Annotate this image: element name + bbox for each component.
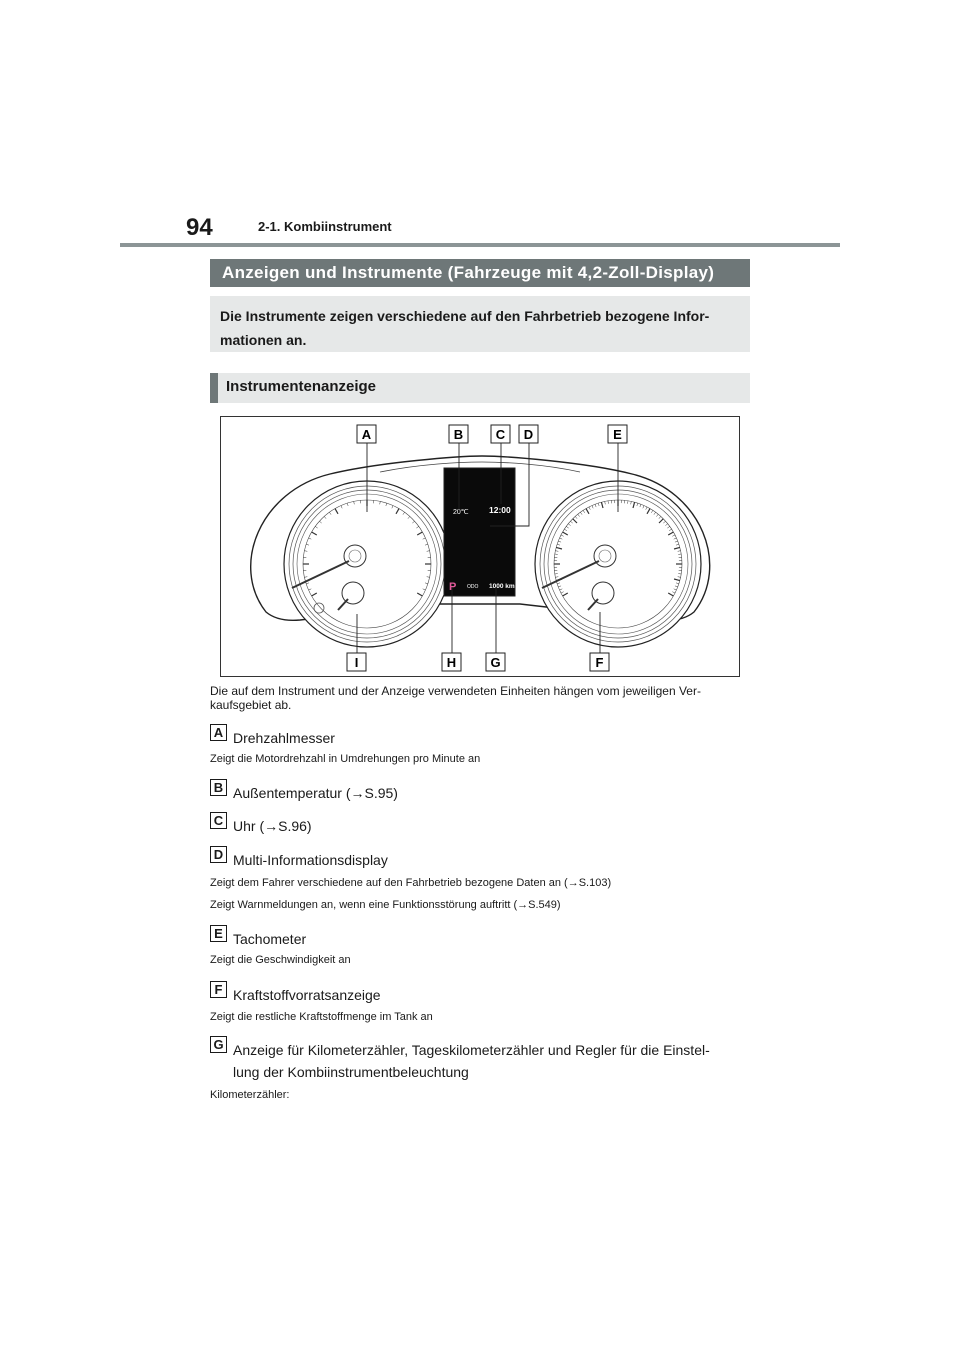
legend-title: Uhr (→S.96) — [233, 818, 312, 834]
legend-title: Anzeige für Kilometerzähler, Tageskilometerzähler und Regler für die Einstel- — [233, 1042, 710, 1058]
section-title: 2-1. Kombiinstrument — [258, 219, 392, 234]
legend-badge: D — [210, 846, 227, 863]
page-number: 94 — [186, 214, 213, 241]
header-divider — [120, 243, 840, 247]
legend-title: Drehzahlmesser — [233, 730, 335, 746]
legend-badge: A — [210, 724, 227, 741]
svg-text:G: G — [490, 655, 501, 670]
display-odo-value: 1000 km — [489, 583, 515, 590]
svg-text:E: E — [613, 427, 622, 442]
legend-badge: E — [210, 925, 227, 942]
intro-line-2: mationen an. — [220, 332, 307, 348]
legend-title: Kraftstoffvorratsanzeige — [233, 987, 381, 1003]
svg-text:D: D — [523, 427, 534, 442]
intro-line-1: Die Instrumente zeigen verschiedene auf den Fahrbetrieb bezogene Infor- — [220, 308, 710, 324]
svg-text:I: I — [354, 655, 359, 670]
display-odo-label: ODO — [467, 584, 479, 590]
legend-title: Tachometer — [233, 931, 307, 947]
callout-b — [449, 425, 468, 443]
callout-a — [357, 425, 376, 443]
svg-text:H: H — [446, 655, 457, 670]
note-line-1: Die auf dem Instrument und der Anzeige verwendeten Einheiten hängen vom jeweiligen Ver- — [210, 684, 701, 698]
svg-text:B: B — [453, 427, 464, 442]
legend-title: Außentemperatur (→S.95) — [233, 785, 398, 801]
legend-desc: Zeigt die Geschwindigkeit an — [210, 954, 351, 966]
svg-text:F: F — [595, 655, 604, 670]
display-clock: 12:00 — [489, 505, 511, 515]
units-note — [210, 684, 755, 712]
callout-i — [347, 653, 366, 671]
legend-desc: Zeigt dem Fahrer verschiedene auf den Fahrbetrieb bezogene Daten an (→S.103) — [210, 877, 612, 889]
callout-c — [491, 425, 510, 443]
legend-title-continued: lung der Kombiinstrumentbeleuchtung — [233, 1064, 469, 1080]
callout-d — [519, 425, 538, 443]
callout-f — [590, 653, 609, 671]
legend-badge: C — [210, 812, 227, 829]
display-gear: P — [449, 581, 457, 593]
callout-e — [608, 425, 627, 443]
display-temperature: 20℃ — [453, 509, 469, 516]
legend-badge: G — [210, 1036, 227, 1053]
svg-text:A: A — [361, 427, 372, 442]
note-line-2: kaufsgebiet ab. — [210, 698, 292, 712]
intro-box — [210, 296, 750, 352]
legend-title: Multi-Informationsdisplay — [233, 852, 388, 868]
main-heading: Anzeigen und Instrumente (Fahrzeuge mit 4,2-Zoll-Display) — [210, 259, 750, 287]
svg-text:C: C — [495, 427, 506, 442]
sub-heading: Instrumentenanzeige — [210, 373, 750, 403]
instrument-cluster-figure — [220, 416, 740, 677]
instrument-cluster-illustration — [220, 416, 740, 677]
callout-g — [486, 653, 505, 671]
legend-badge: B — [210, 779, 227, 796]
callout-h — [442, 653, 461, 671]
multi-information-display — [444, 468, 515, 596]
legend-desc: Kilometerzähler: — [210, 1089, 290, 1101]
legend-desc: Zeigt die Motordrehzahl in Umdrehungen pro Minute an — [210, 753, 481, 765]
legend-desc: Zeigt Warnmeldungen an, wenn eine Funktionsstörung auftritt (→S.549) — [210, 899, 561, 911]
legend-desc: Zeigt die restliche Kraftstoffmenge im Tank an — [210, 1011, 433, 1023]
legend-badge: F — [210, 981, 227, 998]
